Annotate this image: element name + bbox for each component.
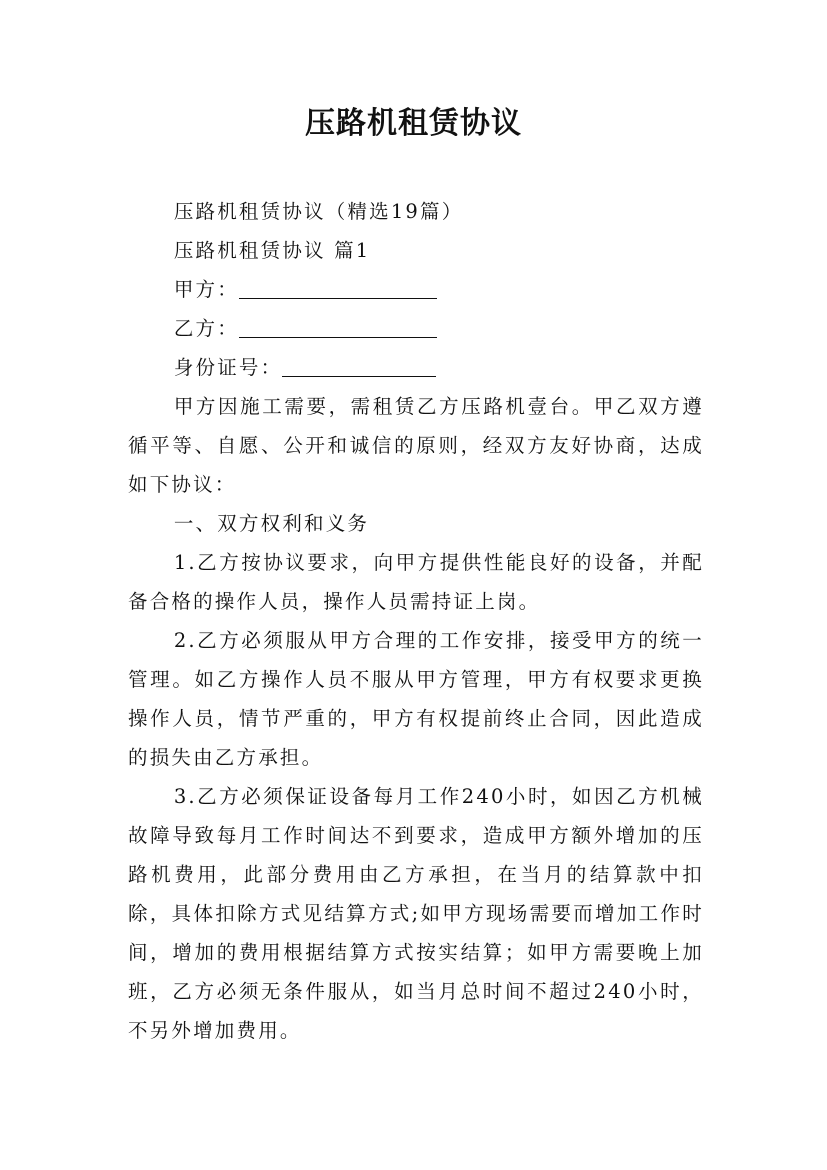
party-a-label: 甲方： <box>173 278 239 301</box>
party-b-line <box>128 309 704 348</box>
section-heading: 压路机租赁协议 篇1 <box>173 239 371 262</box>
party-b-label: 乙方： <box>173 317 239 340</box>
document-title: 压路机租赁协议 <box>305 106 522 141</box>
paragraph-heading-rights: 一、双方权利和义务 <box>173 512 370 535</box>
id-line <box>128 348 704 387</box>
document-subtitle: 压路机租赁协议（精选19篇） <box>173 200 464 223</box>
party-a-line <box>128 270 704 309</box>
party-a-blank <box>239 276 437 299</box>
paragraph-clause-3: 3.乙方必须保证设备每月工作240小时，如因乙方机械故障导致每月工作时间达不到要求，造成甲方额外增加的压路机费用，此部分费用由乙方承担，在当月的结算款中扣除，具体扣除方式见结算方式;如甲方现场需要而增加工作时间，增加的费用根据结算方式按实结算；如甲方需要晚上加班，乙方必须无条件服从，如当月总时间不超过240小时，不另外增加费用。 <box>128 785 704 1042</box>
paragraph-intro: 甲方因施工需要，需租赁乙方压路机壹台。甲乙双方遵循平等、自愿、公开和诚信的原则，经双方友好协商，达成如下协议： <box>128 395 704 496</box>
document-body <box>128 192 704 1050</box>
id-blank <box>282 354 436 377</box>
paragraph-clause-1: 1.乙方按协议要求，向甲方提供性能良好的设备，并配备合格的操作人员，操作人员需持证上岗。 <box>128 551 704 613</box>
paragraph-clause-2: 2.乙方必须服从甲方合理的工作安排，接受甲方的统一管理。如乙方操作人员不服从甲方管理，甲方有权要求更换操作人员，情节严重的，甲方有权提前终止合同，因此造成的损失由乙方承担。 <box>128 629 704 769</box>
party-b-blank <box>239 315 437 338</box>
id-label: 身份证号： <box>173 356 283 379</box>
